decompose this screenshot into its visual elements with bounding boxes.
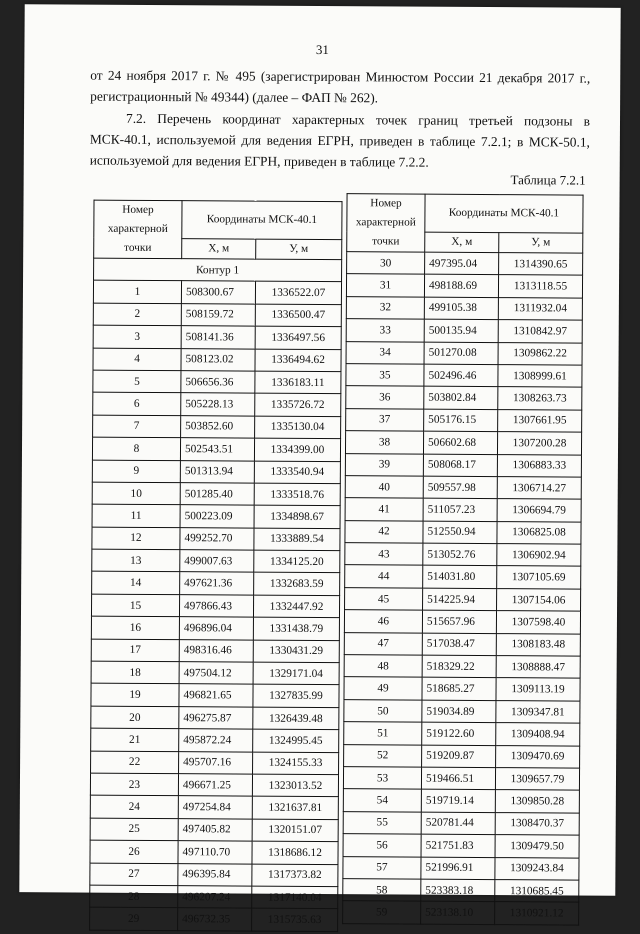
point-number-cell: 59	[343, 901, 421, 924]
y-coordinate-cell: 1334898.67	[254, 505, 340, 528]
point-number-cell: 7	[93, 415, 181, 438]
point-number-cell: 1	[93, 281, 181, 304]
y-coordinate-cell: 1324995.45	[253, 729, 339, 752]
x-coordinate-cell: 521751.83	[421, 834, 495, 857]
x-column-header: X, м	[182, 238, 256, 259]
y-coordinate-cell: 1308888.47	[496, 656, 580, 679]
table-row	[92, 504, 340, 528]
table-row	[345, 588, 581, 612]
table-row	[93, 415, 341, 439]
table-row	[90, 885, 338, 909]
y-coordinate-cell: 1334399.00	[254, 438, 340, 461]
point-number-cell: 52	[344, 744, 422, 767]
point-number-cell: 9	[92, 460, 180, 483]
y-coordinate-cell: 1336522.07	[255, 281, 341, 304]
x-coordinate-cell: 496671.25	[178, 774, 252, 797]
table-row	[346, 386, 582, 410]
y-coordinate-cell: 1317140.04	[252, 886, 338, 909]
table-row	[346, 296, 582, 320]
coordinates-table-left	[89, 200, 342, 932]
point-number-cell: 2	[93, 303, 181, 326]
y-coordinate-cell: 1320151.07	[252, 819, 338, 842]
x-coordinate-cell: 505176.15	[424, 409, 498, 432]
table-row	[91, 616, 339, 640]
table-caption: Таблица 7.2.1	[510, 172, 586, 188]
x-coordinate-cell: 497110.70	[178, 841, 252, 864]
point-number-cell: 56	[343, 834, 421, 857]
table-row	[345, 565, 581, 589]
table-row	[91, 706, 339, 730]
x-coordinate-cell: 495872.24	[179, 729, 253, 752]
x-coordinate-cell: 508300.67	[181, 281, 255, 304]
y-coordinate-cell: 1326439.48	[253, 707, 339, 730]
y-coordinate-cell: 1309113.19	[496, 678, 580, 701]
y-column-header: У, м	[256, 239, 342, 260]
x-coordinate-cell: 514225.94	[423, 588, 497, 611]
y-coordinate-cell: 1306883.33	[497, 454, 581, 477]
point-number-header: Номер характерной точки	[94, 200, 182, 259]
y-coordinate-cell: 1336494.62	[255, 349, 341, 372]
y-coordinate-cell: 1332683.59	[254, 573, 340, 596]
x-coordinate-cell: 496275.87	[179, 706, 253, 729]
point-number-cell: 49	[344, 677, 422, 700]
y-coordinate-cell: 1335130.04	[255, 416, 341, 439]
table-row	[344, 677, 580, 701]
contour-label: Контур 1	[94, 258, 342, 282]
y-coordinate-cell: 1336183.11	[255, 371, 341, 394]
table-row	[344, 744, 580, 768]
y-coordinate-cell: 1323013.52	[252, 774, 338, 797]
point-number-cell: 5	[93, 370, 181, 393]
y-coordinate-cell: 1333889.54	[254, 528, 340, 551]
point-number-cell: 6	[93, 392, 181, 415]
y-coordinate-cell: 1306825.08	[497, 521, 581, 544]
table-row	[343, 811, 579, 835]
y-coordinate-cell: 1331438.79	[253, 617, 339, 640]
x-coordinate-cell: 520781.44	[421, 812, 495, 835]
table-row	[91, 594, 339, 618]
table-row	[345, 431, 581, 455]
x-coordinate-cell: 501313.94	[180, 460, 254, 483]
table-row	[91, 661, 339, 685]
table-row	[93, 392, 341, 416]
x-coordinate-cell: 508141.36	[181, 326, 255, 349]
y-coordinate-cell: 1306902.94	[497, 544, 581, 567]
point-number-cell: 20	[91, 706, 179, 729]
y-coordinate-cell: 1321637.81	[252, 796, 338, 819]
x-coordinate-cell: 508068.17	[423, 454, 497, 477]
y-coordinate-cell: 1308183.48	[496, 633, 580, 656]
y-coordinate-cell: 1308470.37	[495, 812, 579, 835]
y-column-header: У, м	[499, 232, 583, 253]
table-row	[343, 856, 579, 880]
y-coordinate-cell: 1307661.95	[498, 409, 582, 432]
coordinates-group-header: Координаты МСК-40.1	[425, 194, 583, 233]
point-number-cell: 45	[345, 588, 423, 611]
x-coordinate-cell: 503852.60	[181, 415, 255, 438]
point-number-cell: 26	[90, 840, 178, 863]
y-coordinate-cell: 1309243.84	[495, 857, 579, 880]
y-coordinate-cell: 1334125.20	[254, 550, 340, 573]
x-coordinate-cell: 521996.91	[421, 857, 495, 880]
table-row	[344, 722, 580, 746]
point-number-cell: 51	[344, 722, 422, 745]
x-coordinate-cell: 500135.94	[424, 319, 498, 342]
x-coordinate-cell: 502543.51	[180, 438, 254, 461]
x-coordinate-cell: 497395.04	[425, 252, 499, 275]
point-number-cell: 55	[343, 811, 421, 834]
x-coordinate-cell: 497504.12	[179, 662, 253, 685]
y-coordinate-cell: 1329171.04	[253, 662, 339, 685]
y-coordinate-cell: 1306694.79	[497, 499, 581, 522]
table-row	[90, 795, 338, 819]
point-number-cell: 14	[92, 572, 180, 595]
table-row	[345, 520, 581, 544]
table-row	[91, 639, 339, 663]
point-number-cell: 39	[345, 453, 423, 476]
y-coordinate-cell: 1333518.76	[254, 483, 340, 506]
y-coordinate-cell: 1308263.73	[498, 387, 582, 410]
point-number-cell: 42	[345, 520, 423, 543]
point-number-cell: 32	[346, 296, 424, 319]
x-coordinate-cell: 518685.27	[422, 678, 496, 701]
point-number-cell: 34	[346, 341, 424, 364]
x-coordinate-cell: 518329.22	[422, 655, 496, 678]
x-coordinate-cell: 497866.43	[179, 595, 253, 618]
table-row	[92, 437, 340, 461]
x-coordinate-cell: 519719.14	[421, 790, 495, 813]
point-number-cell: 21	[91, 728, 179, 751]
x-coordinate-cell: 506602.68	[423, 431, 497, 454]
y-coordinate-cell: 1307154.06	[497, 588, 581, 611]
y-coordinate-cell: 1306714.27	[497, 476, 581, 499]
point-number-cell: 35	[346, 364, 424, 387]
y-coordinate-cell: 1309850.28	[495, 790, 579, 813]
y-coordinate-cell: 1309470.69	[496, 745, 580, 768]
table-row	[344, 655, 580, 679]
x-coordinate-cell: 496896.04	[179, 617, 253, 640]
x-coordinate-cell: 496207.24	[178, 886, 252, 909]
x-coordinate-cell: 523138.10	[421, 901, 495, 924]
table-row	[346, 274, 582, 298]
x-coordinate-cell: 496395.84	[178, 863, 252, 886]
point-number-cell: 3	[93, 325, 181, 348]
y-coordinate-cell: 1315735.63	[252, 908, 338, 931]
table-row	[93, 370, 341, 394]
y-coordinate-cell: 1332447.92	[253, 595, 339, 618]
y-coordinate-cell: 1336500.47	[255, 304, 341, 327]
table-row	[343, 767, 579, 791]
point-number-header: Номер характерной точки	[347, 194, 425, 252]
point-number-cell: 28	[90, 885, 178, 908]
y-coordinate-cell: 1310921.12	[495, 902, 579, 925]
x-column-header: X, м	[425, 232, 499, 253]
x-coordinate-cell: 519034.89	[422, 700, 496, 723]
x-coordinate-cell: 519122.60	[422, 722, 496, 745]
y-coordinate-cell: 1309862.22	[498, 342, 582, 365]
y-coordinate-cell: 1307105.69	[497, 566, 581, 589]
y-coordinate-cell: 1336497.56	[255, 326, 341, 349]
point-number-cell: 10	[92, 482, 180, 505]
point-number-cell: 38	[345, 431, 423, 454]
table-row	[347, 252, 583, 276]
point-number-cell: 13	[92, 549, 180, 572]
table-row	[92, 549, 340, 573]
x-coordinate-cell: 501270.08	[424, 342, 498, 365]
x-coordinate-cell: 499105.38	[424, 297, 498, 320]
table-row	[343, 834, 579, 858]
contour-row	[94, 258, 342, 282]
table-row	[92, 527, 340, 551]
point-number-cell: 15	[91, 594, 179, 617]
point-number-cell: 22	[91, 751, 179, 774]
x-coordinate-cell: 519466.51	[421, 767, 495, 790]
table-row	[92, 572, 340, 596]
y-coordinate-cell: 1335726.72	[255, 393, 341, 416]
x-coordinate-cell: 497254.84	[178, 796, 252, 819]
table-row	[343, 789, 579, 813]
x-coordinate-cell: 509557.98	[423, 476, 497, 499]
table-row	[93, 325, 341, 349]
x-coordinate-cell: 499007.63	[180, 550, 254, 573]
table-row	[91, 751, 339, 775]
x-coordinate-cell: 514031.80	[423, 566, 497, 589]
x-coordinate-cell: 513052.76	[423, 543, 497, 566]
point-number-cell: 19	[91, 684, 179, 707]
y-coordinate-cell: 1327835.99	[253, 685, 339, 708]
y-coordinate-cell: 1309657.79	[495, 768, 579, 791]
x-coordinate-cell: 498188.69	[424, 275, 498, 298]
table-row	[90, 907, 338, 931]
point-number-cell: 47	[344, 632, 422, 655]
x-coordinate-cell: 499252.70	[180, 527, 254, 550]
x-coordinate-cell: 497405.82	[178, 818, 252, 841]
y-coordinate-cell: 1317373.82	[252, 864, 338, 887]
y-coordinate-cell: 1330431.29	[253, 640, 339, 663]
table-row	[90, 818, 338, 842]
table-row	[91, 684, 339, 708]
y-coordinate-cell: 1307200.28	[497, 432, 581, 455]
point-number-cell: 33	[346, 319, 424, 342]
x-coordinate-cell: 512550.94	[423, 521, 497, 544]
x-coordinate-cell: 519209.87	[422, 745, 496, 768]
table-row	[345, 543, 581, 567]
table-row	[91, 728, 339, 752]
table-row	[92, 482, 340, 506]
table-row	[92, 460, 340, 484]
page-number: 31	[315, 41, 329, 58]
y-coordinate-cell: 1313118.55	[498, 275, 582, 298]
point-number-cell: 53	[343, 767, 421, 790]
x-coordinate-cell: 523383.18	[421, 879, 495, 902]
y-coordinate-cell: 1309479.50	[495, 835, 579, 858]
coordinates-group-header: Координаты МСК-40.1	[182, 201, 342, 240]
x-coordinate-cell: 508159.72	[181, 303, 255, 326]
table-row	[346, 341, 582, 365]
table-row	[90, 773, 338, 797]
coordinates-table-right	[342, 193, 583, 925]
point-number-cell: 8	[92, 437, 180, 460]
y-coordinate-cell: 1311932.04	[498, 297, 582, 320]
x-coordinate-cell: 502496.46	[424, 364, 498, 387]
x-coordinate-cell: 496732.35	[178, 908, 252, 931]
y-coordinate-cell: 1309408.94	[496, 723, 580, 746]
x-coordinate-cell: 498316.46	[179, 639, 253, 662]
point-number-cell: 27	[90, 863, 178, 886]
table-row	[93, 303, 341, 327]
document-page	[19, 4, 620, 927]
point-number-cell: 41	[345, 498, 423, 521]
y-coordinate-cell: 1308999.61	[498, 365, 582, 388]
paragraph-7-2: 7.2. Перечень координат характерных точек границ третьей подзоны в МСК-40.1, используемой для ведения ЕГРН, приведен в таблице 7.2.1; в МСК-50.1, используемой для ведения ЕГРН, приведен в таблице 7.2.2.	[89, 110, 591, 170]
x-coordinate-cell: 515657.96	[422, 610, 496, 633]
table-row	[345, 476, 581, 500]
point-number-cell: 23	[90, 773, 178, 796]
point-number-cell: 54	[343, 789, 421, 812]
table-row	[345, 453, 581, 477]
x-coordinate-cell: 506656.36	[181, 371, 255, 394]
x-coordinate-cell: 508123.02	[181, 348, 255, 371]
x-coordinate-cell: 505228.13	[181, 393, 255, 416]
x-coordinate-cell: 517038.47	[422, 633, 496, 656]
table-row	[344, 610, 580, 634]
y-coordinate-cell: 1333540.94	[254, 461, 340, 484]
point-number-cell: 30	[347, 252, 425, 275]
point-number-cell: 50	[344, 699, 422, 722]
point-number-cell: 48	[344, 655, 422, 678]
table-row	[93, 348, 341, 372]
x-coordinate-cell: 497621.36	[180, 572, 254, 595]
table-row	[345, 498, 581, 522]
point-number-cell: 37	[346, 408, 424, 431]
table-row	[346, 319, 582, 343]
point-number-cell: 18	[91, 661, 179, 684]
table-row	[343, 879, 579, 903]
table-row	[343, 901, 579, 925]
point-number-cell: 58	[343, 879, 421, 902]
x-coordinate-cell: 500223.09	[180, 505, 254, 528]
table-row	[346, 364, 582, 388]
paragraph-continuation: от 24 ноября 2017 г. № 495 (зарегистрирован Минюстом России 21 декабря 2017 г., регистрационный № 49344) (далее – ФАП № 262).	[90, 67, 591, 106]
point-number-cell: 43	[345, 543, 423, 566]
y-coordinate-cell: 1309347.81	[496, 700, 580, 723]
table-row	[344, 699, 580, 723]
x-coordinate-cell: 501285.40	[180, 483, 254, 506]
point-number-cell: 16	[91, 616, 179, 639]
y-coordinate-cell: 1310685.45	[495, 880, 579, 903]
point-number-cell: 31	[346, 274, 424, 297]
point-number-cell: 25	[90, 818, 178, 841]
point-number-cell: 29	[90, 907, 178, 930]
point-number-cell: 12	[92, 527, 180, 550]
point-number-cell: 44	[345, 565, 423, 588]
y-coordinate-cell: 1310842.97	[498, 320, 582, 343]
x-coordinate-cell: 511057.23	[423, 498, 497, 521]
x-coordinate-cell: 495707.16	[179, 751, 253, 774]
y-coordinate-cell: 1318686.12	[252, 841, 338, 864]
point-number-cell: 4	[93, 348, 181, 371]
point-number-cell: 36	[346, 386, 424, 409]
x-coordinate-cell: 503802.84	[424, 386, 498, 409]
point-number-cell: 17	[91, 639, 179, 662]
point-number-cell: 24	[90, 795, 178, 818]
point-number-cell: 46	[344, 610, 422, 633]
table-row	[346, 408, 582, 432]
table-row	[90, 863, 338, 887]
y-coordinate-cell: 1324155.33	[253, 752, 339, 775]
point-number-cell: 11	[92, 504, 180, 527]
y-coordinate-cell: 1307598.40	[496, 611, 580, 634]
point-number-cell: 40	[345, 476, 423, 499]
point-number-cell: 57	[343, 856, 421, 879]
table-row	[93, 281, 341, 305]
table-row	[344, 632, 580, 656]
x-coordinate-cell: 496821.65	[179, 684, 253, 707]
y-coordinate-cell: 1314390.65	[499, 253, 583, 276]
table-row	[90, 840, 338, 864]
